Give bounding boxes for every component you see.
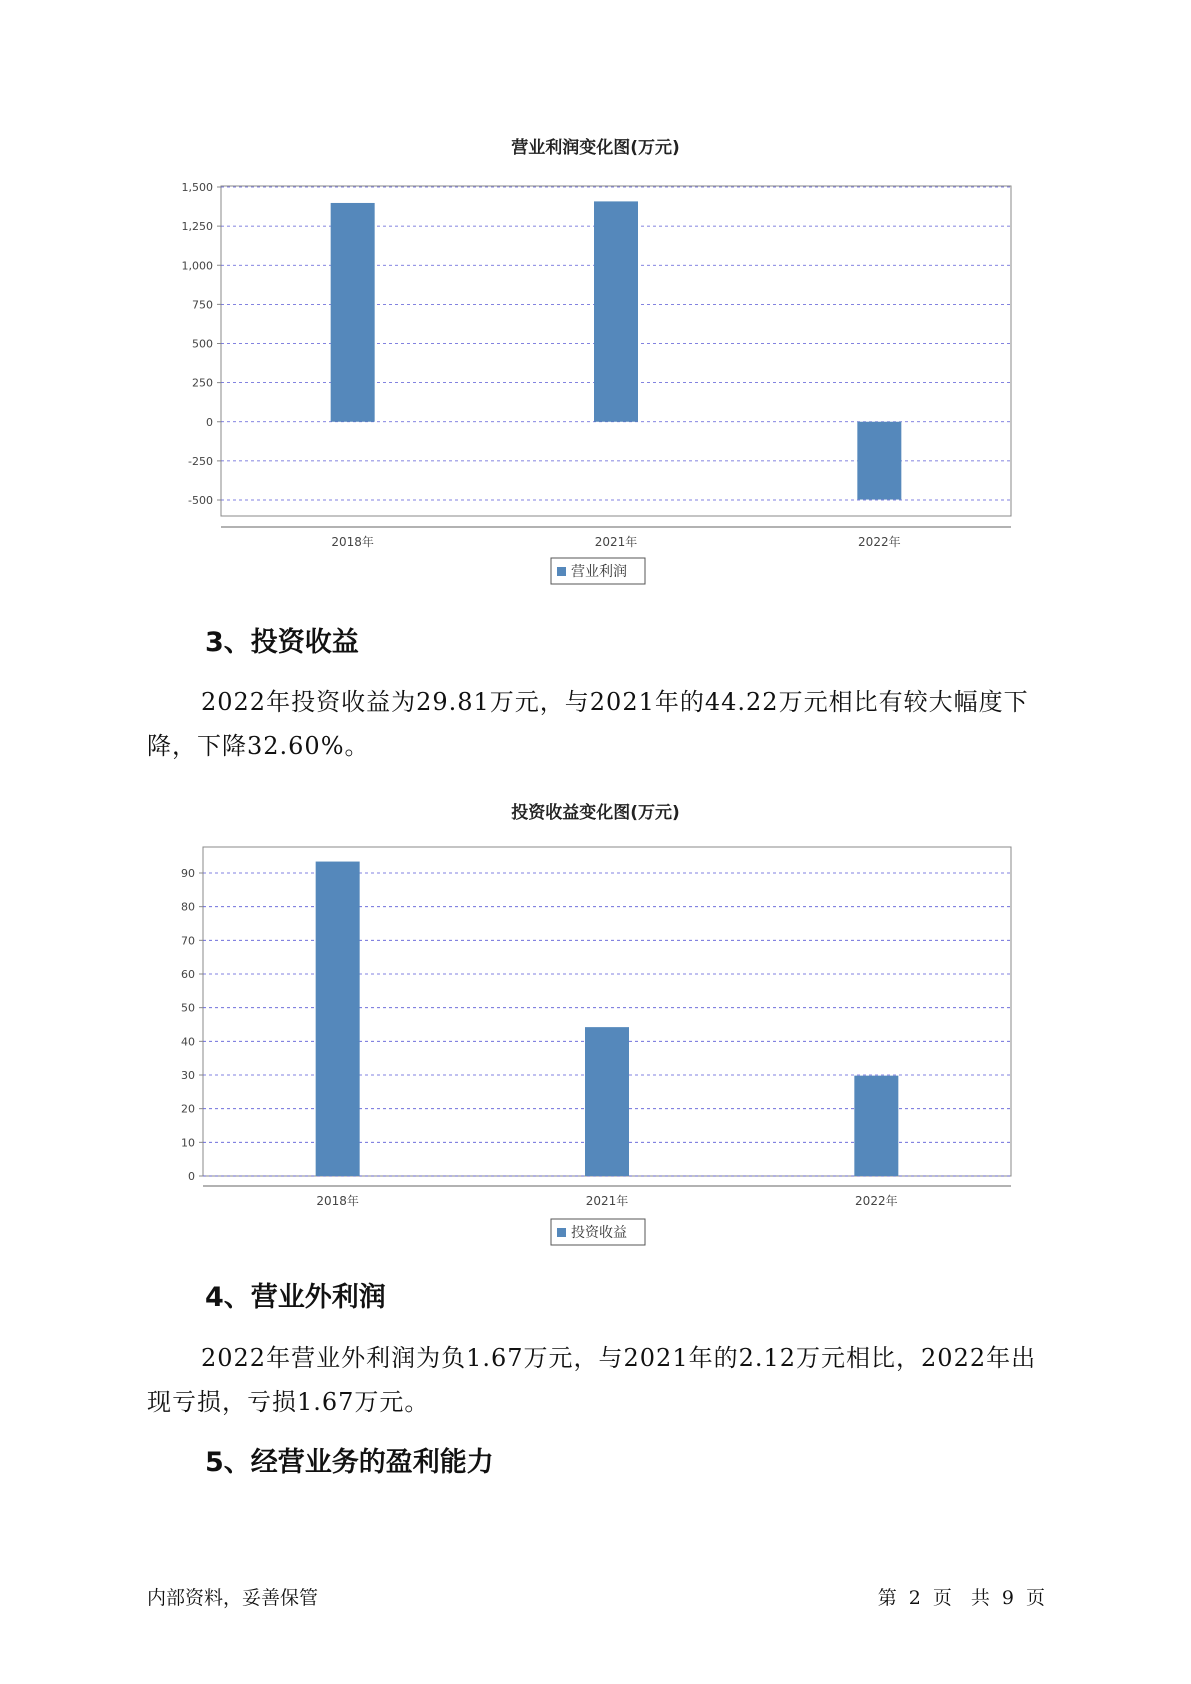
section-5-heading: 5、经营业务的盈利能力 (205, 1447, 494, 1478)
y-tick-label: 0 (206, 415, 213, 429)
footer-confidential-note: 内部资料，妥善保管 (147, 1587, 319, 1609)
legend-label: 投资收益 (571, 1225, 627, 1241)
page-mid: 页 共 (932, 1587, 990, 1609)
section-4-heading: 4、营业外利润 (205, 1282, 386, 1313)
page-number: 2 (908, 1587, 921, 1609)
chart1-title: 营业利润变化图(万元) (511, 138, 680, 158)
y-tick-label: 60 (181, 968, 195, 981)
section-3-paragraph: 2022年投资收益为29.81万元，与2021年的44.22万元相比有较大幅度下降，下降32.60%。 (147, 688, 1029, 760)
chart2-title: 投资收益变化图(万元) (511, 803, 680, 823)
y-tick-label: 40 (181, 1035, 195, 1049)
y-tick-label: 20 (181, 1102, 195, 1116)
legend-label: 营业利润 (571, 564, 627, 580)
x-tick-label: 2022年 (858, 535, 901, 549)
legend-swatch (557, 1228, 566, 1237)
y-tick-label: 70 (181, 934, 195, 948)
x-tick-label: 2022年 (855, 1194, 898, 1208)
x-tick-label: 2021年 (594, 535, 638, 549)
page-prefix: 第 (877, 1587, 897, 1609)
section-4-paragraph: 2022年营业外利润为负1.67万元，与2021年的2.12万元相比，2022年出现亏损，亏损1.67万元。 (147, 1344, 1037, 1416)
y-tick-label: -250 (188, 454, 213, 468)
bar-2018年 (316, 862, 360, 1176)
y-tick-label: 30 (181, 1069, 195, 1082)
y-tick-label: 0 (188, 1170, 195, 1183)
y-tick-label: 1,000 (181, 259, 213, 273)
y-tick-label: -500 (188, 494, 213, 507)
y-tick-label: 250 (192, 376, 213, 390)
x-tick-label: 2018年 (331, 535, 374, 549)
page-total: 9 (1001, 1587, 1014, 1609)
page-suffix: 页 (1025, 1587, 1045, 1609)
y-tick-label: 90 (181, 867, 195, 880)
y-tick-label: 50 (181, 1001, 195, 1015)
y-tick-label: 500 (192, 337, 213, 351)
y-tick-label: 80 (181, 900, 195, 914)
bar-2021年 (585, 1027, 629, 1176)
y-tick-label: 750 (192, 298, 213, 312)
x-tick-label: 2021年 (585, 1194, 629, 1208)
y-tick-label: 1,250 (181, 220, 213, 234)
bar-2022年 (854, 1076, 898, 1176)
footer-page-number (872, 1583, 1051, 1610)
section-3-heading: 3、投资收益 (205, 627, 359, 658)
y-tick-label: 10 (181, 1136, 195, 1150)
x-tick-label: 2018年 (316, 1194, 359, 1208)
y-tick-label: 1,500 (181, 181, 213, 194)
